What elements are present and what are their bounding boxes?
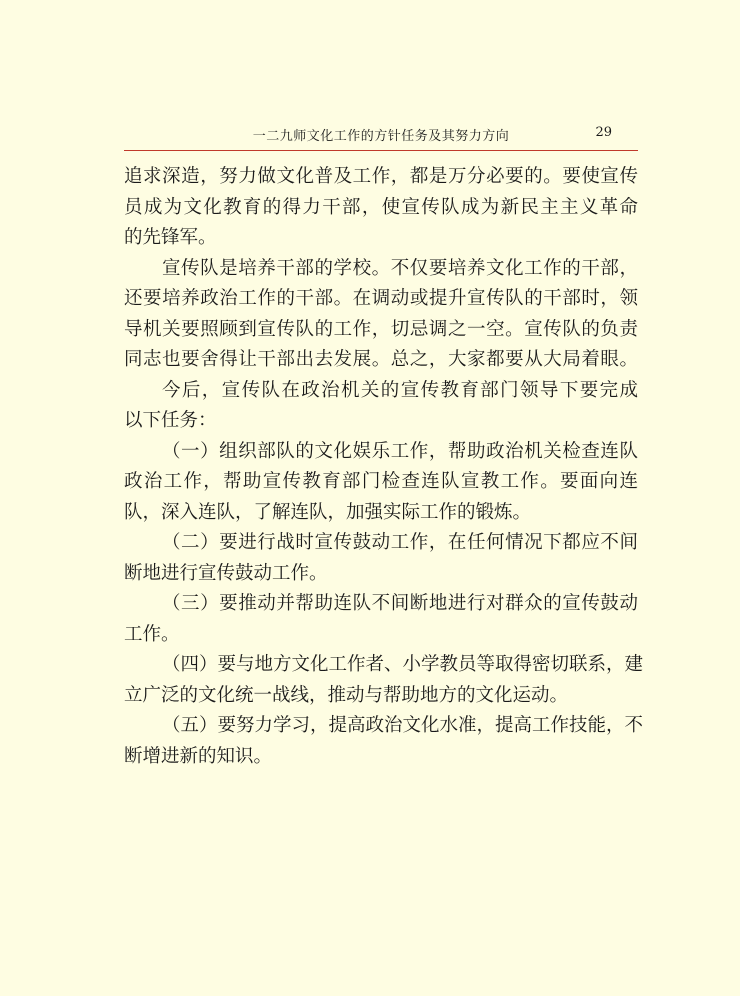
text-line: 员成为文化教育的得力干部，使宣传队成为新民主主义革命 <box>124 196 638 218</box>
text-line: 今后，宣传队在政治机关的宣传教育部门领导下要完成 <box>162 379 638 401</box>
text-line: （三）要推动并帮助连队不间断地进行对群众的宣传鼓动 <box>162 593 638 614</box>
text-line: 政治工作，帮助宣传教育部门检查连队宣教工作。要面向连 <box>124 471 638 492</box>
text-line: 断增进新的知识。 <box>124 745 273 767</box>
text-line: （二）要进行战时宣传鼓动工作，在任何情况下都应不间 <box>162 532 638 553</box>
text-line: （四）要与地方文化工作者、小学教员等取得密切联系，建 <box>162 654 644 675</box>
running-title: 一二九师文化工作的方针任务及其努力方向 <box>252 129 510 144</box>
text-line: 立广泛的文化统一战线，推动与帮助地方的文化运动。 <box>124 684 569 706</box>
page-number: 29 <box>595 125 612 140</box>
text-line: 还要培养政治工作的干部。在调动或提升宣传队的干部时，领 <box>124 288 638 309</box>
text-line: 的先锋军。 <box>124 227 217 248</box>
text-line: 断地进行宣传鼓动工作。 <box>124 562 328 584</box>
text-line: 工作。 <box>124 623 180 645</box>
running-header <box>124 122 638 151</box>
text-line: 以下任务： <box>124 410 217 431</box>
text-line: （一）组织部队的文化娱乐工作，帮助政治机关检查连队 <box>162 440 638 462</box>
text-line: 追求深造，努力做文化普及工作，都是万分必要的。要使宣传 <box>124 166 638 187</box>
text-line: 队，深入连队，了解连队，加强实际工作的锻炼。 <box>124 501 532 523</box>
text-line: （五）要努力学习，提高政治文化水准，提高工作技能，不 <box>162 715 644 736</box>
text-line: 导机关要照顾到宣传队的工作，切忌调之一空。宣传队的负责 <box>124 318 638 340</box>
text-line: 同志也要舍得让干部出去发展。总之，大家都要从大局着眼。 <box>124 349 638 370</box>
text-line: 宣传队是培养干部的学校。不仅要培养文化工作的干部， <box>162 257 638 279</box>
body-text <box>124 162 644 772</box>
